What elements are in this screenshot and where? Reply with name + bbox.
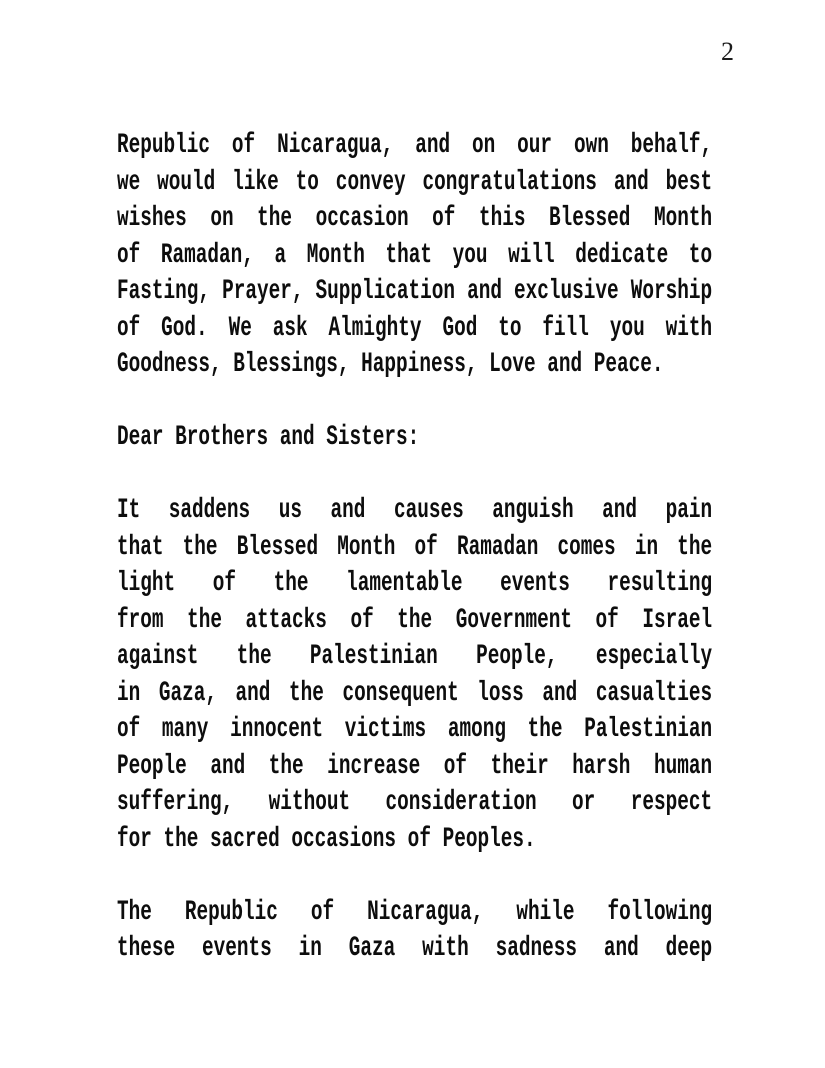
text-line: suffering, without consideration or respect xyxy=(117,787,713,818)
paragraph-republic-following xyxy=(117,895,712,968)
text-line: of God. We ask Almighty God to fill you with xyxy=(117,312,713,344)
text-line: for the sacred occasions of Peoples. xyxy=(117,823,536,855)
text-line: from the attacks of the Government of Israel xyxy=(117,604,713,636)
text-line: of many innocent victims among the Palestinian xyxy=(117,714,713,745)
text-line: People and the increase of their harsh human xyxy=(117,750,713,782)
paragraph-sadness xyxy=(117,493,712,858)
text-line: Fasting, Prayer, Supplication and exclusive Worship xyxy=(117,276,713,307)
text-line: wishes on the occasion of this Blessed Month xyxy=(117,203,713,234)
text-line: light of the lamentable events resulting xyxy=(117,568,713,599)
text-line: Dear Brothers and Sisters: xyxy=(117,422,420,453)
text-line: in Gaza, and the consequent loss and casualties xyxy=(117,677,713,709)
paragraph-salutation xyxy=(117,420,712,457)
text-line: Goodness, Blessings, Happiness, Love and Peace. xyxy=(117,349,664,380)
text-line: of Ramadan, a Month that you will dedicate to xyxy=(117,239,713,271)
text-line: that the Blessed Month of Ramadan comes in the xyxy=(117,531,713,563)
text-line: The Republic of Nicaragua, while following xyxy=(117,896,713,928)
text-line: It saddens us and causes anguish and pain xyxy=(117,495,713,526)
text-line: Republic of Nicaragua, and on our own behalf, xyxy=(117,130,713,161)
page-number: 2 xyxy=(721,37,734,66)
text-line: we would like to convey congratulations and best xyxy=(117,166,713,198)
letter-body xyxy=(117,128,712,1004)
text-line: against the Palestinian People, especially xyxy=(117,641,713,672)
text-line: these events in Gaza with sadness and deep xyxy=(117,933,713,964)
paragraph-greeting-wishes xyxy=(117,128,712,384)
